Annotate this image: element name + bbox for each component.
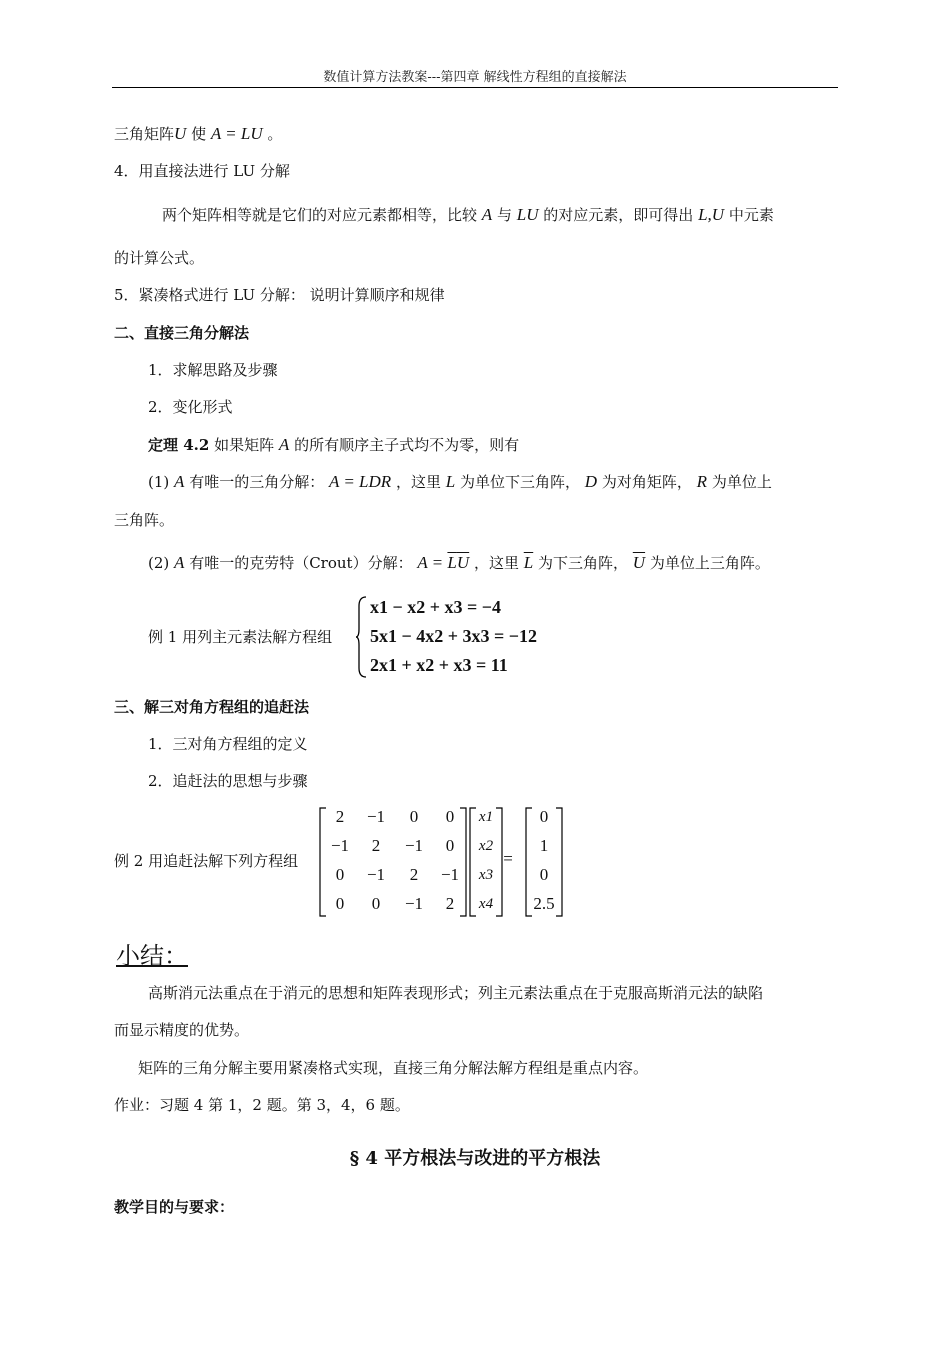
text-line: 三角矩阵U 使 A = LU 。 [114,124,283,143]
homework: 作业：习题 4 第 1，2 题。第 3，4，6 题。 [114,1096,410,1114]
summary-paragraph: 高斯消元法重点在于消元的思想和矩阵表现形式；列主元素法重点在于克服高斯消元法的缺陷 [148,984,764,1002]
matrix-cell: 2 [409,865,419,884]
matrix-cell: 2 [371,836,381,855]
list-item: 4．用直接法进行 LU 分解 [114,162,290,180]
list-item: 1．三对角方程组的定义 [148,735,308,753]
list-item: 2．变化形式 [148,398,233,416]
matrix-cell: 0 [445,836,455,855]
vector-cell: x4 [478,896,494,912]
left-brace [355,596,367,678]
vector-cell: x2 [478,838,494,854]
example-1-label: 例 1 用列主元素法解方程组 [148,628,333,646]
equals-sign: = [503,849,513,868]
matrix-cell: 2 [445,894,455,913]
goal-heading: 教学目的与要求： [114,1198,235,1216]
theorem-part-1-cont: 三角阵。 [114,511,175,529]
summary-heading: 小结： [116,942,188,970]
matrix-cell: 2 [335,807,345,826]
matrix-cell: 0 [409,807,419,826]
equation-row: 2x1 + x2 + x3 = 11 [370,655,508,675]
theorem: 定理 4.2 如果矩阵 A 的所有顺序主子式均不为零，则有 [148,435,520,454]
vector-cell: x1 [478,809,494,825]
header-rule [112,87,838,88]
rhs-cell: 2.5 [533,894,555,913]
section-title: § 4 平方根法与改进的平方根法 [349,1148,601,1169]
page-header: 数值计算方法教案---第四章 解线性方程组的直接解法 [323,70,627,85]
equation-row: x1 − x2 + x3 = −4 [370,597,502,617]
matrix-cell: 0 [371,894,381,913]
matrix-cell: −1 [440,865,460,884]
matrix-cell: −1 [366,807,386,826]
matrix-cell: −1 [404,894,424,913]
rhs-cell: 1 [539,836,549,855]
list-item: 1．求解思路及步骤 [148,361,278,379]
vector-cell: x3 [478,867,494,883]
matrix-cell: −1 [330,836,350,855]
paragraph-cont: 的计算公式。 [114,249,205,267]
matrix-cell: −1 [404,836,424,855]
summary-paragraph-cont: 而显示精度的优势。 [114,1021,250,1039]
matrix-cell: 0 [445,807,455,826]
matrix-cell: 0 [335,894,345,913]
matrix-cell: 0 [335,865,345,884]
equation-row: 5x1 − 4x2 + 3x3 = −12 [370,626,538,646]
section-heading: 三、解三对角方程组的追赶法 [114,698,310,716]
matrix-cell: −1 [366,865,386,884]
rhs-cell: 0 [539,865,549,884]
list-item: 5．紧凑格式进行 LU 分解： 说明计算顺序和规律 [114,286,445,304]
paragraph: 两个矩阵相等就是它们的对应元素都相等，比较 A 与 LU 的对应元素，即可得出 L,U 中元素 [162,205,774,224]
list-item: 2．追赶法的思想与步骤 [148,772,308,790]
rhs-cell: 0 [539,807,549,826]
example-2-label: 例 2 用追赶法解下列方程组 [114,852,299,870]
theorem-part-1: (1) A 有唯一的三角分解： A = LDR ，这里 L 为单位下三角阵， D 为对角矩阵， R 为单位上 [148,472,772,491]
summary-paragraph: 矩阵的三角分解主要用紧凑格式实现，直接三角分解法解方程组是重点内容。 [138,1059,649,1077]
theorem-part-2: (2) A 有唯一的克劳特（Crout）分解： $A = \overline{L}\overline{U}$ ，这里 $\overline{L}$ 为下三角阵， $\overline{U}$ 为单位上三角阵。 [148,553,770,572]
section-heading: 二、直接三角分解法 [114,324,250,342]
